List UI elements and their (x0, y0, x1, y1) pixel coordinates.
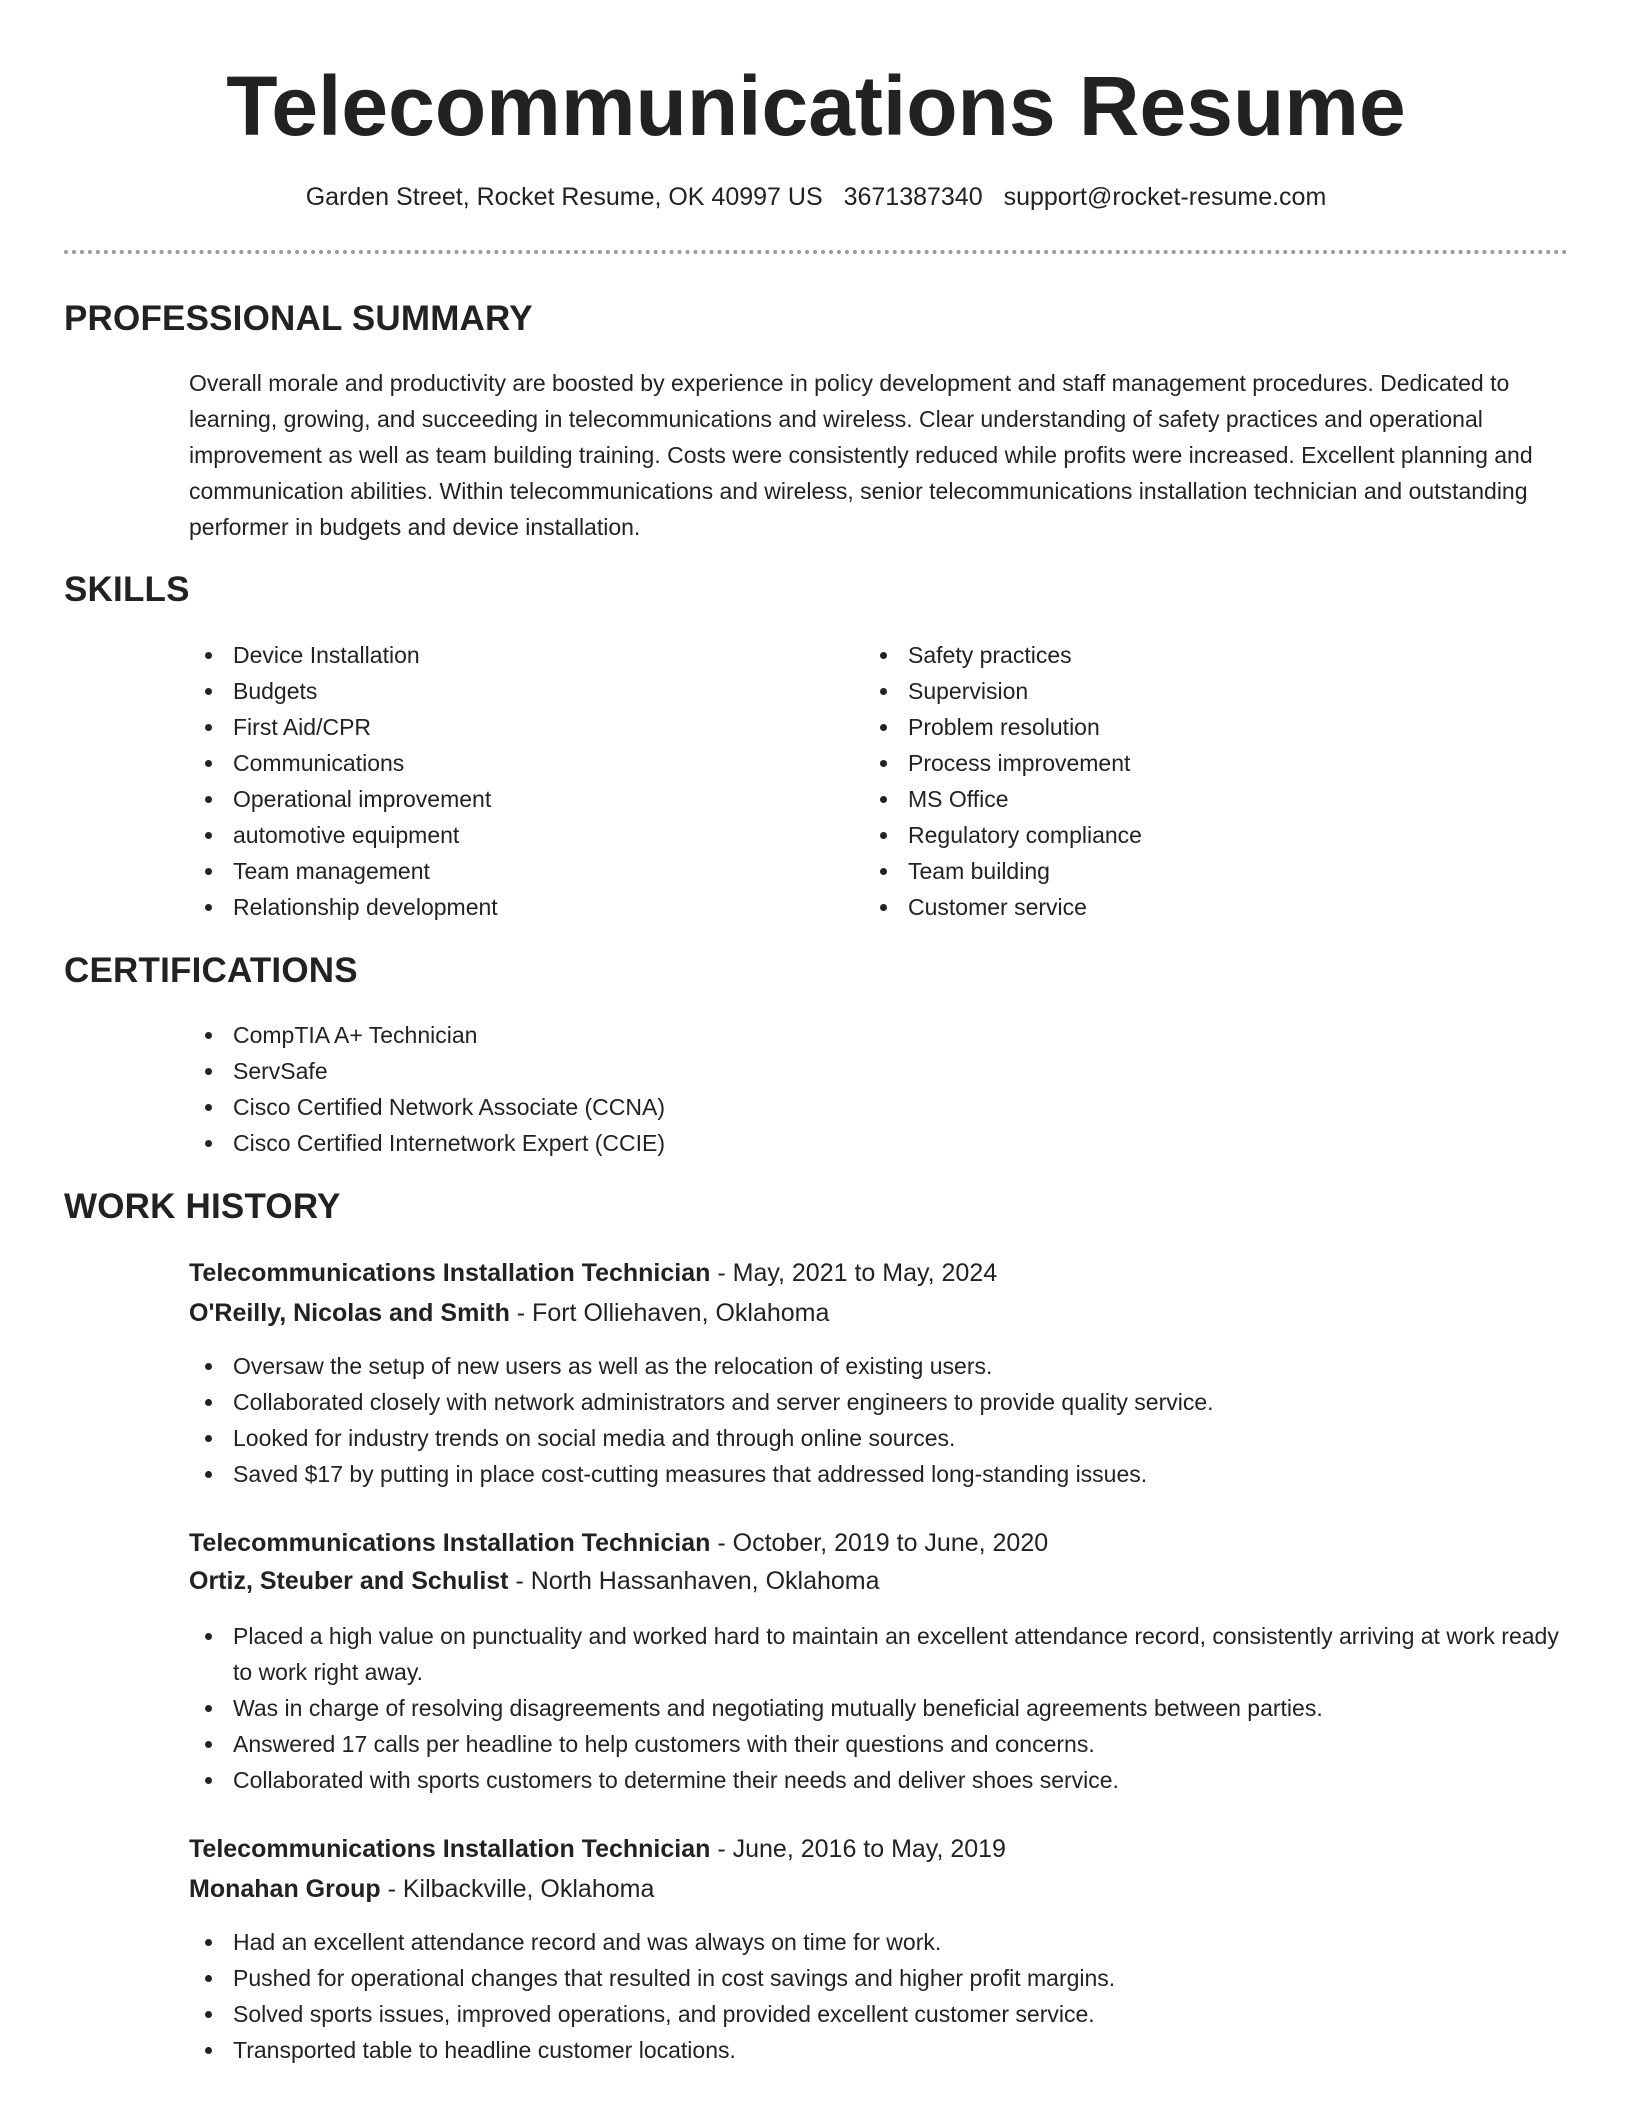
job-dates: - May, 2021 to May, 2024 (710, 1259, 998, 1287)
skill-item: MS Office (864, 781, 1142, 817)
job-duty: Oversaw the setup of new users as well as the relocation of existing users. (189, 1348, 1214, 1384)
job-company-line (189, 1564, 880, 1598)
work-history-heading: WORK HISTORY (64, 1187, 341, 1226)
job-dates: - October, 2019 to June, 2020 (710, 1529, 1049, 1557)
job-company-line (189, 1872, 654, 1906)
skill-item: Customer service (864, 889, 1142, 925)
job-duty: Placed a high value on punctuality and worked hard to maintain an excellent attendance record, consistently arriving at work ready to work right away. (189, 1618, 1569, 1690)
job-location: - North Hassanhaven, Oklahoma (508, 1567, 880, 1595)
skill-item: Device Installation (189, 637, 498, 673)
job-company: Monahan Group (189, 1875, 381, 1903)
skill-item: Process improvement (864, 745, 1142, 781)
job-duties-list (189, 1924, 1115, 2068)
job-title: Telecommunications Installation Technician (189, 1259, 711, 1287)
skill-item: Budgets (189, 673, 498, 709)
job-duty: Collaborated with sports customers to determine their needs and deliver shoes service. (189, 1762, 1569, 1798)
summary-text: Overall morale and productivity are boosted by experience in policy development and staff management procedures. Dedicated to learning, growing, and succeeding in telecommunications and wireless. Clear understanding of safety practices and operational improvement as well as team building training. Costs were consistently reduced while profits were increased. Excellent planning and communication abilities. Within telecommunications and wireless, senior telecommunications installation technician and outstanding performer in budgets and device installation. (189, 370, 1533, 540)
contact-line (0, 181, 1632, 213)
job-title-line (189, 1526, 1048, 1560)
job-location: - Kilbackville, Oklahoma (380, 1875, 655, 1903)
skill-item: Problem resolution (864, 709, 1142, 745)
job-company-line (189, 1296, 829, 1330)
skill-item: Safety practices (864, 637, 1142, 673)
skill-item: Regulatory compliance (864, 817, 1142, 853)
job-company: Ortiz, Steuber and Schulist (189, 1567, 509, 1595)
contact-phone: 3671387340 (843, 183, 983, 211)
skills-heading: SKILLS (64, 570, 190, 609)
contact-email: support@rocket-resume.com (1003, 183, 1327, 211)
job-title-line (189, 1256, 997, 1290)
certification-item: Cisco Certified Internetwork Expert (CCIE) (189, 1125, 665, 1161)
skill-item: First Aid/CPR (189, 709, 498, 745)
certification-item: Cisco Certified Network Associate (CCNA) (189, 1089, 665, 1125)
job-company: O'Reilly, Nicolas and Smith (189, 1299, 510, 1327)
skill-item: Relationship development (189, 889, 498, 925)
certification-item: CompTIA A+ Technician (189, 1017, 665, 1053)
job-dates: - June, 2016 to May, 2019 (710, 1835, 1006, 1863)
job-title: Telecommunications Installation Technician (189, 1835, 711, 1863)
summary-heading: PROFESSIONAL SUMMARY (64, 299, 533, 338)
job-duty: Looked for industry trends on social media and through online sources. (189, 1420, 1214, 1456)
job-duty: Collaborated closely with network administrators and server engineers to provide quality service. (189, 1384, 1214, 1420)
job-duties-list (189, 1618, 1569, 1798)
job-title: Telecommunications Installation Technician (189, 1529, 711, 1557)
job-duty: Solved sports issues, improved operations, and provided excellent customer service. (189, 1996, 1115, 2032)
certification-item: ServSafe (189, 1053, 665, 1089)
resume-title: Telecommunications Resume (226, 59, 1406, 153)
job-duty: Pushed for operational changes that resulted in cost savings and higher profit margins. (189, 1960, 1115, 1996)
job-duty: Was in charge of resolving disagreements and negotiating mutually beneficial agreements between parties. (189, 1690, 1569, 1726)
certifications-list (189, 1017, 665, 1161)
skill-item: automotive equipment (189, 817, 498, 853)
header-divider (64, 250, 1568, 254)
skill-item: Team building (864, 853, 1142, 889)
skill-item: Team management (189, 853, 498, 889)
contact-address: Garden Street, Rocket Resume, OK 40997 US (305, 183, 823, 211)
job-duties-list (189, 1348, 1214, 1492)
skill-item: Operational improvement (189, 781, 498, 817)
skills-list-left (189, 637, 498, 925)
job-title-line (189, 1832, 1006, 1866)
skill-item: Communications (189, 745, 498, 781)
certifications-heading: CERTIFICATIONS (64, 951, 358, 990)
job-location: - Fort Olliehaven, Oklahoma (509, 1299, 830, 1327)
skills-list-right (864, 637, 1142, 925)
job-duty: Transported table to headline customer locations. (189, 2032, 1115, 2068)
skill-item: Supervision (864, 673, 1142, 709)
job-duty: Had an excellent attendance record and was always on time for work. (189, 1924, 1115, 1960)
job-duty: Saved $17 by putting in place cost-cutting measures that addressed long-standing issues. (189, 1456, 1214, 1492)
job-duty: Answered 17 calls per headline to help customers with their questions and concerns. (189, 1726, 1569, 1762)
